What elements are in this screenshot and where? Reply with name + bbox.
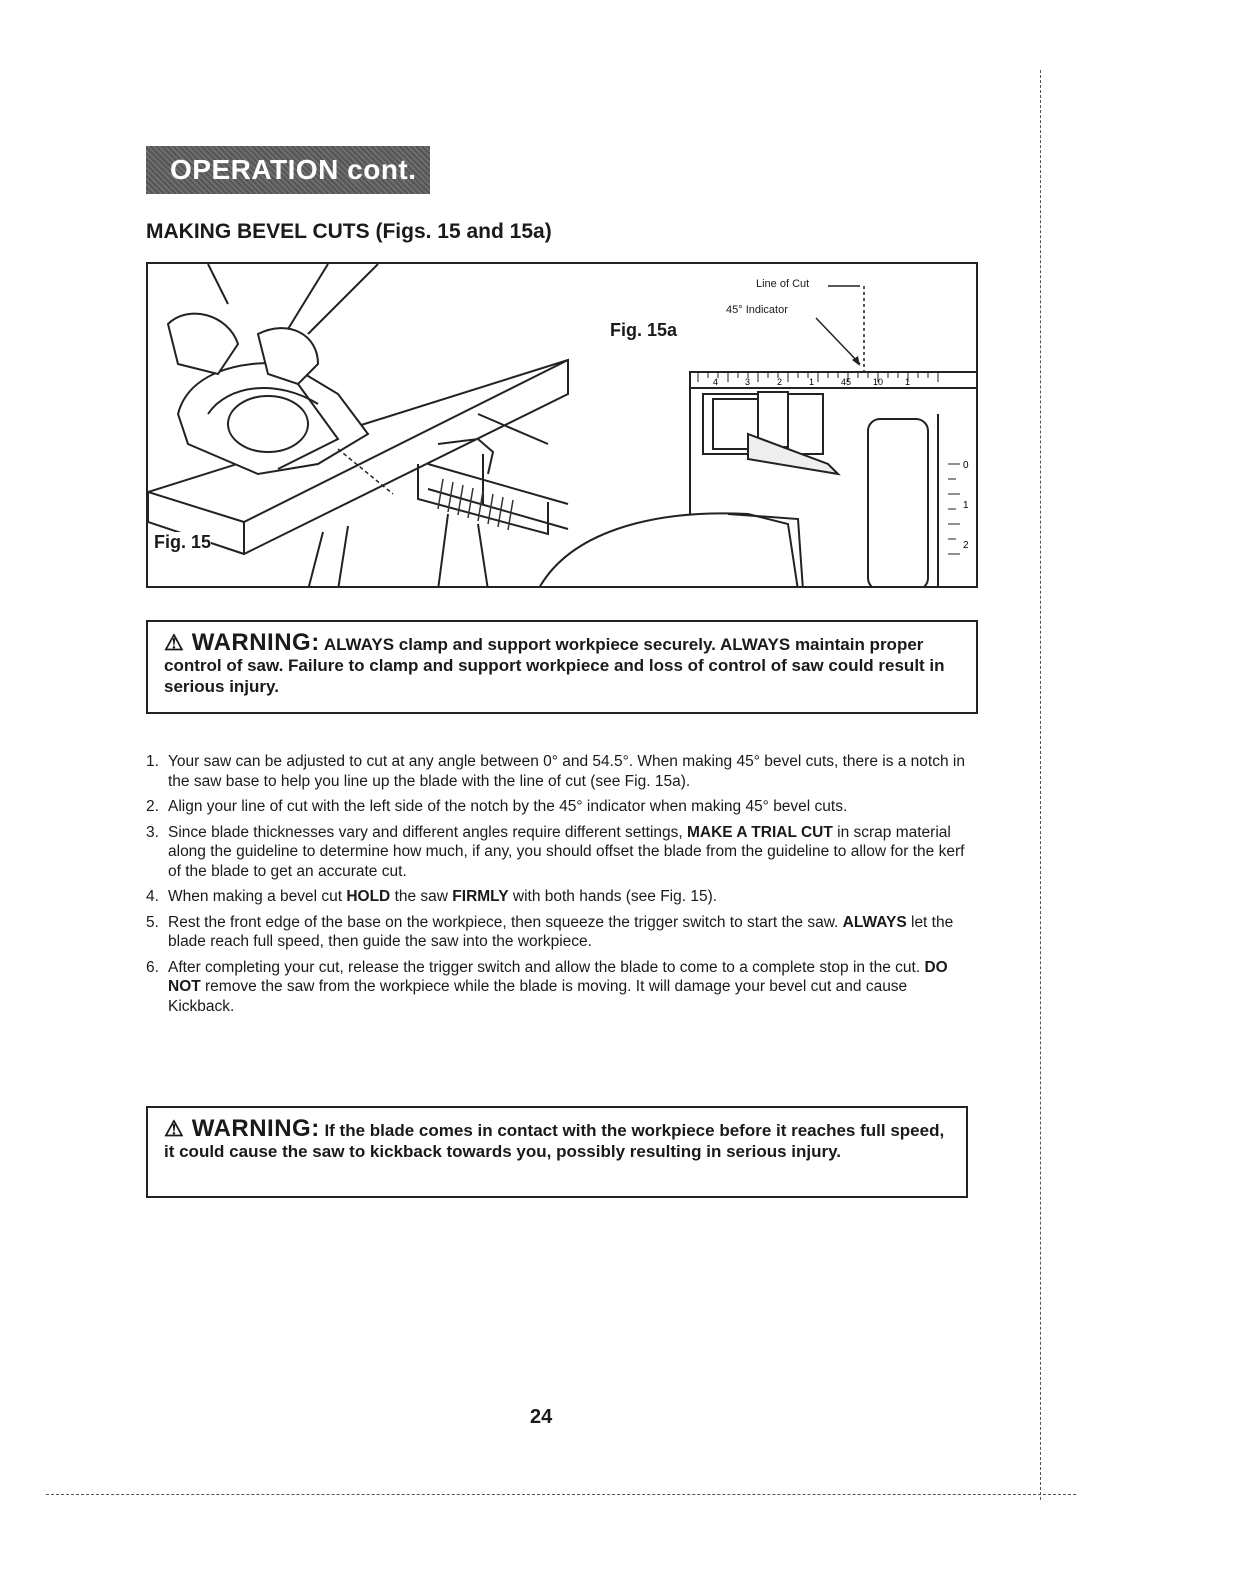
step-emphasis: HOLD bbox=[346, 888, 391, 905]
line-of-cut-callout: Line of Cut bbox=[756, 278, 810, 290]
step-text-part: remove the saw from the workpiece while the blade is moving. It will damage your bevel cut and cause Kickback. bbox=[168, 978, 908, 1015]
warning-triangle-icon: ⚠ bbox=[164, 1116, 184, 1141]
step-emphasis: FIRMLY bbox=[452, 888, 509, 905]
step-number: 4. bbox=[146, 888, 159, 905]
step-text bbox=[168, 958, 976, 1017]
step-emphasis: DO NOT bbox=[168, 958, 948, 995]
bottom-rule bbox=[46, 1494, 1076, 1495]
step-emphasis: MAKE A TRIAL CUT bbox=[687, 823, 833, 841]
figure-panel bbox=[146, 262, 978, 588]
ruler-label: 1 bbox=[809, 377, 815, 387]
step-text bbox=[168, 823, 976, 882]
step-number: 6. bbox=[146, 958, 159, 976]
step-text-part: After completing your cut, release the trigger switch and allow the blade to come to a complete stop in the cut. bbox=[168, 958, 925, 976]
step-number: 3. bbox=[146, 823, 159, 841]
step-text-part: Rest the front edge of the base on the workpiece, then squeeze the trigger switch to start the saw. bbox=[168, 913, 843, 931]
step-text bbox=[168, 887, 717, 907]
ruler-label: 10 bbox=[873, 377, 884, 387]
warning-triangle-icon: ⚠ bbox=[164, 630, 184, 655]
side-scale-label: 2 bbox=[963, 540, 969, 551]
ruler-label: 2 bbox=[777, 377, 783, 387]
warning-title: WARNING: bbox=[191, 629, 320, 656]
indicator-callout: 45° Indicator bbox=[726, 304, 788, 316]
step-text: Your saw can be adjusted to cut at any angle between 0° and 54.5°. When making 45° bevel cuts, there is a notch in the saw base to help you line up the blade with the line of cut (see Fig. 15a). bbox=[168, 753, 965, 790]
ruler-label: 4 bbox=[713, 377, 719, 387]
instruction-list bbox=[146, 752, 976, 1022]
step-text: Align your line of cut with the left side of the notch by the 45° indicator when making 45° bevel cuts. bbox=[168, 798, 848, 815]
step-number: 1. bbox=[146, 753, 159, 770]
step-text-part: in scrap material along the guideline to determine how much, if any, you should offset the blade from the guideline to allow for the kerf of the blade to get an accurate cut. bbox=[168, 823, 965, 880]
warning-box-1 bbox=[146, 620, 978, 714]
section-heading: MAKING BEVEL CUTS (Figs. 15 and 15a) bbox=[146, 220, 552, 243]
step-text-part: When making a bevel cut bbox=[168, 888, 347, 905]
side-scale-label: 0 bbox=[963, 460, 969, 471]
ruler-label: 1 bbox=[905, 377, 911, 387]
step-text-part: Since blade thicknesses vary and different angles require different settings, bbox=[168, 823, 687, 841]
ruler-label: 3 bbox=[745, 377, 751, 387]
warning-lead: ALWAYS clamp and support workpiece securely. ALWAYS bbox=[323, 635, 791, 654]
section-banner bbox=[146, 146, 430, 194]
step-text bbox=[168, 913, 976, 952]
step-text-part: the saw bbox=[390, 888, 453, 905]
warning-body: maintain proper control of saw. Failure to clamp and support workpiece and loss of control of saw could result in serious injury. bbox=[164, 635, 945, 696]
list-item bbox=[146, 887, 976, 907]
list-item bbox=[146, 823, 976, 882]
ruler-label: 45 bbox=[841, 377, 852, 387]
bevel-cut-illustration bbox=[148, 264, 978, 588]
step-number: 5. bbox=[146, 913, 159, 931]
fig15-label: Fig. 15 bbox=[154, 532, 212, 552]
step-number: 2. bbox=[146, 798, 159, 815]
fig15a-label: Fig. 15a bbox=[610, 320, 678, 340]
list-item bbox=[146, 913, 976, 952]
margin-rule bbox=[1040, 70, 1041, 1500]
step-text-part: with both hands (see Fig. 15). bbox=[508, 888, 718, 905]
side-scale-label: 1 bbox=[963, 500, 969, 511]
step-text-part: let the blade reach full speed, then guide the saw into the workpiece. bbox=[168, 913, 954, 950]
list-item bbox=[146, 752, 976, 791]
warning-body: reaches full speed, it could cause the saw to kickback towards you, possibly resulting in serious injury. bbox=[164, 1121, 945, 1161]
list-item bbox=[146, 958, 976, 1017]
warning-lead: If the blade comes in contact with the workpiece before it bbox=[324, 1121, 787, 1140]
warning-box-2 bbox=[146, 1106, 968, 1198]
step-emphasis: ALWAYS bbox=[842, 913, 907, 931]
list-item bbox=[146, 797, 976, 817]
page-number: 24 bbox=[530, 1406, 553, 1428]
section-banner-text: OPERATION cont. bbox=[170, 154, 417, 185]
warning-title: WARNING: bbox=[191, 1115, 320, 1142]
